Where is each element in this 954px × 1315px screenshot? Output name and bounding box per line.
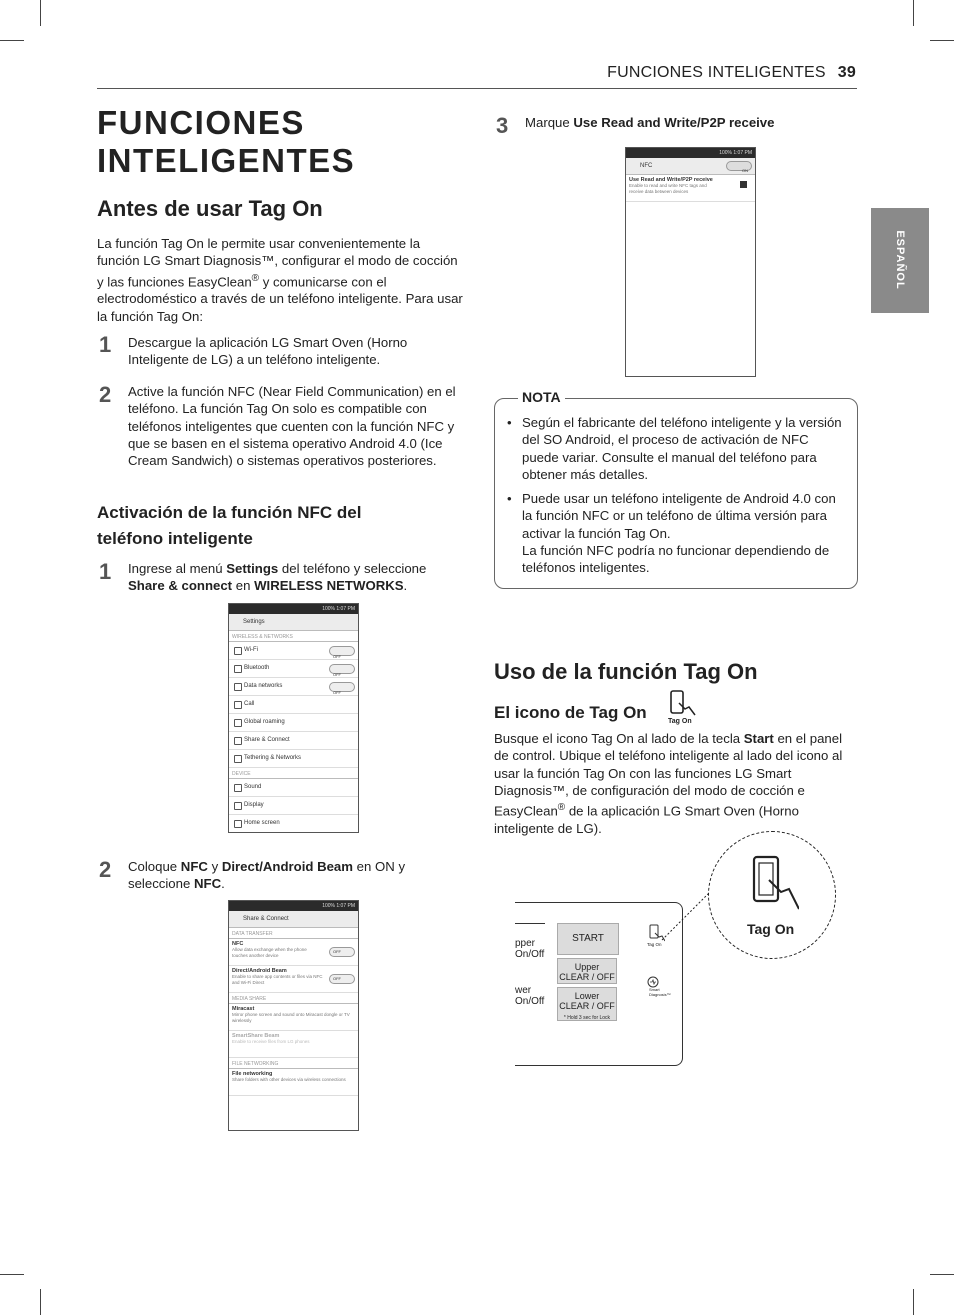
share-connect-screenshot bbox=[228, 900, 359, 1131]
status-bar: 100% 1:07 PM bbox=[229, 604, 358, 614]
nfc-screenshot bbox=[625, 147, 756, 377]
antes-step-1: Descargue la aplicación LG Smart Oven (Horno Inteligente de LG) a un teléfono inteligente. bbox=[128, 335, 408, 368]
toggle-off: OFF bbox=[329, 646, 355, 656]
tag-on-large-icon bbox=[749, 854, 799, 924]
settings-item: Home screen bbox=[229, 815, 358, 833]
panel-divider bbox=[515, 923, 545, 924]
smart-diagnosis-label: Smart Diagnosis™ bbox=[649, 987, 671, 997]
note-bullet-1: • Según el fabricante del teléfono inteligente y la versión del SO Android, el proceso de activación de NFC puede variar. Consulte el manual del teléfono para obtener más detalles. bbox=[503, 414, 848, 483]
nfc-title: NFC ON bbox=[626, 158, 755, 175]
settings-item: Tethering & Networks bbox=[229, 750, 358, 768]
status-bar: 100% 1:07 PM bbox=[229, 901, 358, 911]
section-label: FILE NETWORKING bbox=[229, 1058, 358, 1069]
step-number: 1 bbox=[99, 559, 112, 584]
running-header bbox=[607, 64, 856, 82]
settings-item: Bluetooth OFF bbox=[229, 660, 358, 678]
heading-antes: Antes de usar Tag On bbox=[97, 196, 323, 221]
crop-mark bbox=[930, 40, 954, 41]
toggle-off: OFF bbox=[329, 664, 355, 674]
section-label: DATA TRANSFER bbox=[229, 928, 358, 939]
header-rule bbox=[97, 88, 857, 89]
crop-mark bbox=[0, 40, 24, 41]
start-button: START bbox=[557, 923, 619, 955]
settings-item: Call bbox=[229, 696, 358, 714]
settings-item: Data networks OFF bbox=[229, 678, 358, 696]
header-section: FUNCIONES INTELIGENTES bbox=[607, 64, 826, 81]
settings-screenshot bbox=[228, 603, 359, 833]
share-title: Share & Connect bbox=[229, 911, 358, 928]
crop-mark bbox=[913, 1289, 914, 1315]
step-number: 2 bbox=[99, 857, 112, 882]
smart-diagnosis-icon bbox=[646, 975, 670, 999]
lower-onoff-label: wer On/Off bbox=[515, 985, 545, 1007]
note-title: NOTA bbox=[518, 389, 565, 405]
page-title: FUNCIONES INTELIGENTES bbox=[97, 104, 356, 179]
settings-item: Display bbox=[229, 797, 358, 815]
page-number: 39 bbox=[837, 64, 856, 81]
antes-step-2: Active la función NFC (Near Field Communication) en el teléfono. La función Tag On solo es compatible con teléfonos inteligentes que cuenten con la función NFC y que se basen en el sistema operativo Android 4.0 (Ice Cream Sandwich) o sistemas operativos posteriores. bbox=[128, 384, 456, 469]
share-item-miracast: Miracast Mirror phone screen and sound onto Miracast dongle or TV wirelessly bbox=[229, 1004, 358, 1031]
section-label: DEVICE bbox=[229, 768, 358, 779]
share-item-file-networking: File networking Share folders with other devices via wireless connections bbox=[229, 1069, 358, 1096]
share-item-smartshare: SmartShare Beam Enable to receive files from LG phones bbox=[229, 1031, 358, 1058]
language-tab-label: ESPAÑOL bbox=[894, 230, 906, 290]
subheading-icono: El icono de Tag On bbox=[494, 703, 647, 722]
settings-item: Global roaming bbox=[229, 714, 358, 732]
activacion-step-3: Marque Use Read and Write/P2P receive bbox=[525, 115, 775, 130]
tag-on-callout-label: Tag On bbox=[747, 921, 795, 937]
section-label: MEDIA SHARE bbox=[229, 993, 358, 1004]
settings-item: Sound bbox=[229, 779, 358, 797]
step-number: 1 bbox=[99, 332, 112, 357]
tag-on-callout-circle bbox=[708, 831, 836, 959]
activacion-step-2: Coloque NFC y Direct/Android Beam en ON y seleccione NFC. bbox=[128, 859, 406, 892]
tag-on-icon bbox=[667, 689, 699, 727]
upper-onoff-label: pper On/Off bbox=[515, 938, 545, 960]
crop-mark bbox=[40, 0, 41, 26]
tag-on-panel-label: Tag On bbox=[647, 942, 662, 947]
checkbox-checked-icon bbox=[740, 181, 747, 188]
note-list bbox=[503, 414, 848, 584]
share-item-beam: Direct/Android Beam Enable to share app contents or files via NFC and Wi-Fi Direct OFF bbox=[229, 966, 358, 993]
antes-intro: La función Tag On le permite usar convenientemente la función LG Smart Diagnosis™, configurar el modo de cocción y las funciones EasyClean® y comunicarse con el electrodoméstico a través de un teléfono inteligente. Para usar la función Tag On: bbox=[97, 236, 463, 324]
crop-mark bbox=[930, 1274, 954, 1275]
heading-uso: Uso de la función Tag On bbox=[494, 659, 758, 684]
step-number: 3 bbox=[496, 113, 509, 138]
settings-item: Wi-Fi OFF bbox=[229, 642, 358, 660]
heading-activacion: Activación de la función NFC del teléfono inteligente bbox=[97, 503, 362, 548]
uso-paragraph: Busque el icono Tag On al lado de la tecla Start en el panel de control. Ubique el teléfono inteligente al lado del icono al usar la función Tag On con las funciones LG Smart Diagnosis™, de configuración del modo de cocción e EasyClean® de la aplicación LG Smart Oven (Horno inteligente de LG). bbox=[494, 731, 843, 836]
tag-on-icon-label: Tag On bbox=[668, 718, 692, 725]
crop-mark bbox=[913, 0, 914, 26]
settings-title: Settings bbox=[229, 614, 358, 631]
step-number: 2 bbox=[99, 382, 112, 407]
lower-clear-button: Lower CLEAR / OFF * Hold 3 sec for Lock bbox=[557, 987, 617, 1021]
upper-clear-button: Upper CLEAR / OFF bbox=[557, 958, 617, 984]
language-tab bbox=[871, 208, 929, 313]
toggle-off: OFF bbox=[329, 682, 355, 692]
settings-item: Share & Connect bbox=[229, 732, 358, 750]
crop-mark bbox=[40, 1289, 41, 1315]
nfc-item-read-write: Use Read and Write/P2P receive Enable to read and write NFC tags and receive data between devices bbox=[626, 175, 755, 202]
status-bar: 100% 1:07 PM bbox=[626, 148, 755, 158]
activacion-step-1: Ingrese al menú Settings del teléfono y seleccione Share & connect en WIRELESS NETWORKS. bbox=[128, 561, 427, 594]
section-label: WIRELESS & NETWORKS bbox=[229, 631, 358, 642]
note-bullet-2: • Puede usar un teléfono inteligente de Android 4.0 con la función NFC or un teléfono de última versión para activar la función Tag On. La función NFC podría no funcionar dependiendo de teléfonos inteligentes. bbox=[503, 490, 848, 576]
crop-mark bbox=[0, 1274, 24, 1275]
share-item-nfc: NFC Allow data exchange when the phone touches another device OFF bbox=[229, 939, 358, 966]
